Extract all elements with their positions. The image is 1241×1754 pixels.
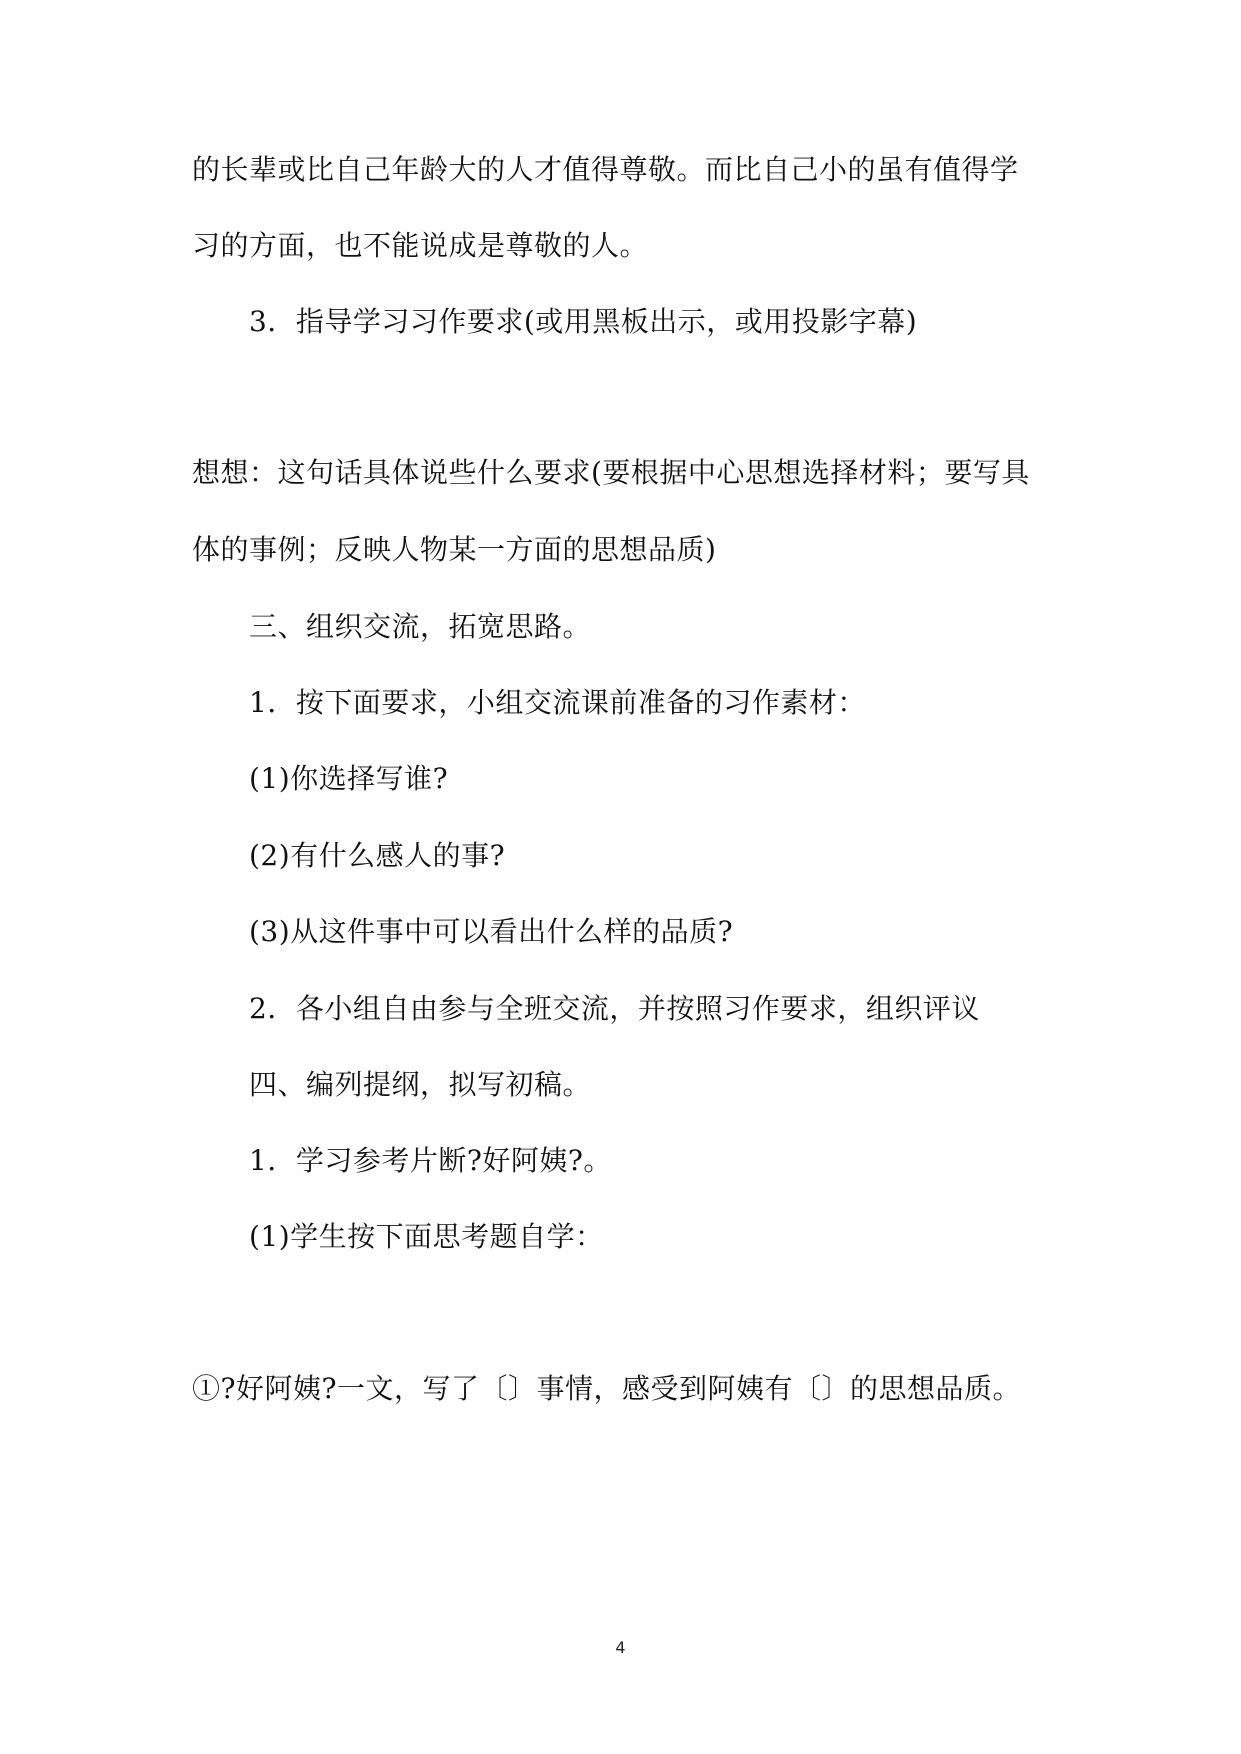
paragraph-line: 3．指导学习习作要求(或用黑板出示，或用投影字幕): [249, 305, 918, 338]
list-item: (3)从这件事中可以看出什么样的品质?: [249, 915, 734, 948]
paragraph-line: 1．按下面要求，小组交流课前准备的习作素材：: [249, 686, 866, 719]
list-item: (1)你选择写谁?: [249, 762, 449, 795]
paragraph-line: 想想：这句话具体说些什么要求(要根据中心思想选择材料；要写具: [192, 456, 1030, 489]
list-item: (2)有什么感人的事?: [249, 839, 506, 872]
paragraph-line: 体的事例；反映人物某一方面的思想品质): [192, 533, 717, 566]
paragraph-line: 2．各小组自由参与全班交流，并按照习作要求，组织评议: [249, 992, 980, 1025]
paragraph-line: 的长辈或比自己年龄大的人才值得尊敬。而比自己小的虽有值得学: [192, 153, 1019, 186]
list-item: (1)学生按下面思考题自学：: [249, 1220, 604, 1253]
paragraph-line: 习的方面，也不能说成是尊敬的人。: [192, 229, 649, 262]
section-heading: 三、组织交流，拓宽思路。: [249, 610, 592, 643]
paragraph-line: 1．学习参考片断?好阿姨?。: [249, 1144, 612, 1177]
section-heading: 四、编列提纲，拟写初稿。: [249, 1068, 592, 1101]
paragraph-line: ①?好阿姨?一文，写了〔〕事情，感受到阿姨有〔〕的思想品质。: [192, 1372, 1022, 1405]
page-number: 4: [615, 1638, 626, 1657]
